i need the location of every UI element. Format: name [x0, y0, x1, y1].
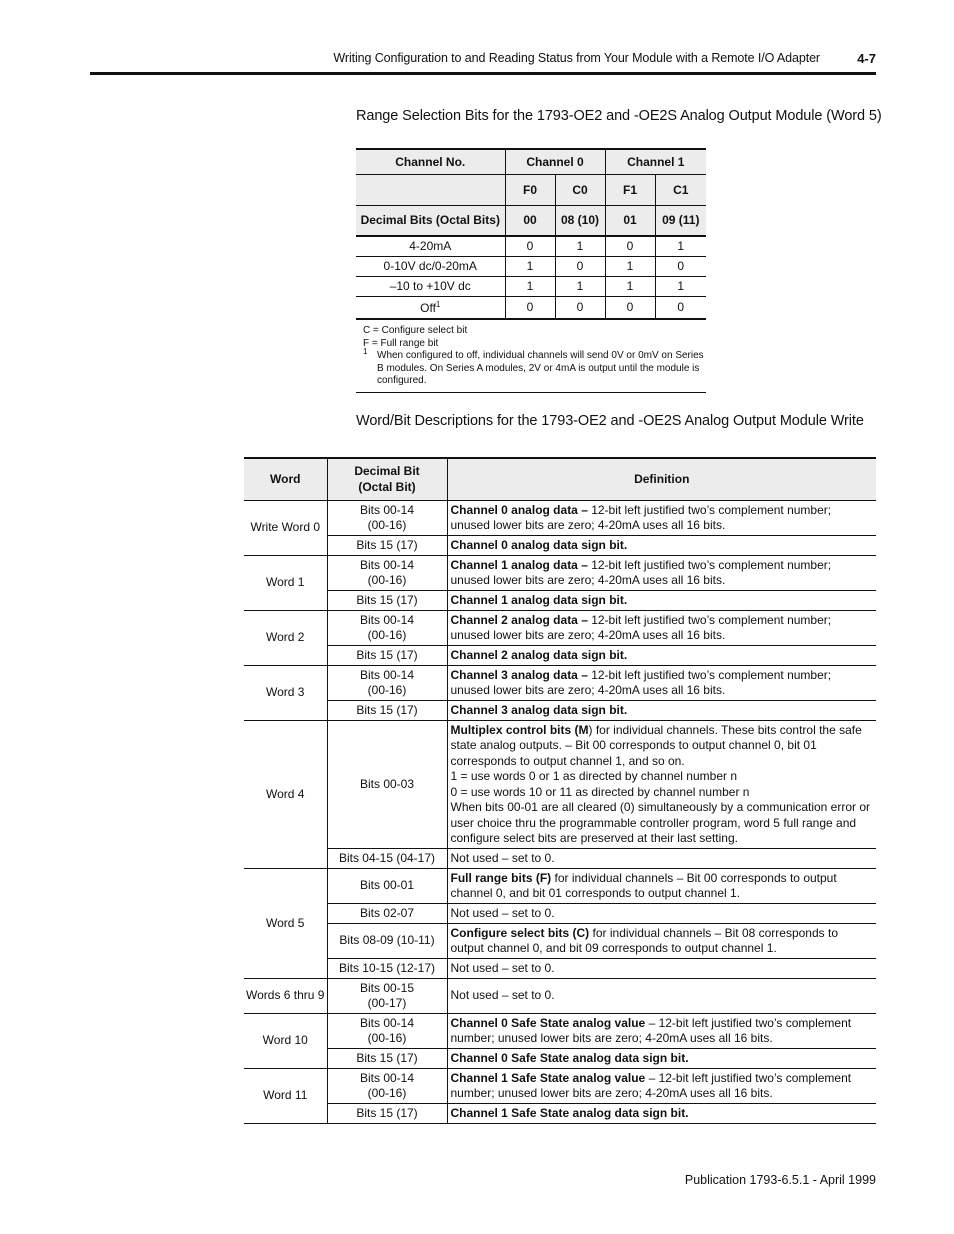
decimal-bits-value: 08 (10): [555, 205, 605, 236]
bits-cell: Bits 15 (17): [327, 646, 447, 666]
word-cell: Write Word 0: [244, 501, 327, 556]
bits-cell: Bits 00-14 (00-16): [327, 1014, 447, 1049]
definition-cell: Multiplex control bits (M) for individual channels. These bits control the safe state analog outputs. – Bit 00 corresponds to output channel 0, bit 01 corresponds to output channel 1, and so on. 1 = use words 0 or 1 as directed by channel number n 0 = use words 10 or 11 as directed by channel number n When bits 00-01 are all cleared (0) simultaneously by a communication error or user choice thru the programmable controller program, word 5 full range and configure select bits are preserved at their last setting.: [447, 721, 876, 849]
bit-cell: 1: [505, 276, 555, 296]
table-row: [244, 556, 876, 591]
bit-cell: 1: [655, 236, 706, 256]
table-row: [356, 236, 706, 256]
notes-rule: [356, 392, 706, 393]
bits-cell: Bits 00-14 (00-16): [327, 611, 447, 646]
range-table-notes: [356, 325, 706, 388]
bit-cell: 1: [605, 276, 655, 296]
table-row: [244, 1104, 876, 1124]
range-label: 0-10V dc/0-20mA: [356, 256, 505, 276]
word-cell: Word 11: [244, 1069, 327, 1124]
table-row: [244, 536, 876, 556]
bit-cell: 0: [655, 296, 706, 319]
word-cell: Word 1: [244, 556, 327, 611]
header-f1: F1: [605, 174, 655, 205]
bits-cell: Bits 15 (17): [327, 701, 447, 721]
definition-cell: Channel 1 Safe State analog value – 12-bit left justified two’s complement number; unused lower bits are zero; 4-20mA uses all 16 bits.: [447, 1069, 876, 1104]
bits-cell: Bits 00-14 (00-16): [327, 501, 447, 536]
bits-cell: Bits 00-15 (00-17): [327, 979, 447, 1014]
definition-cell: Full range bits (F) for individual channels – Bit 00 corresponds to output channel 0, and bit 01 corresponds to output channel 1.: [447, 869, 876, 904]
range-label: –10 to +10V dc: [356, 276, 505, 296]
definition-cell: Channel 1 analog data – 12-bit left justified two’s complement number; unused lower bits are zero; 4-20mA uses all 16 bits.: [447, 556, 876, 591]
definition-cell: Channel 0 Safe State analog data sign bit.: [447, 1049, 876, 1069]
definition-cell: Channel 3 analog data sign bit.: [447, 701, 876, 721]
header-rule: [90, 72, 876, 75]
running-header: Writing Configuration to and Reading Status from Your Module with a Remote I/O Adapter: [333, 51, 820, 65]
word-cell: Word 10: [244, 1014, 327, 1069]
definition-cell: Channel 0 analog data – 12-bit left justified two’s complement number; unused lower bits are zero; 4-20mA uses all 16 bits.: [447, 501, 876, 536]
range-label: Off$^1$: [356, 296, 505, 319]
table-row: [244, 924, 876, 959]
bit-cell: 1: [655, 276, 706, 296]
decimal-bits-label: Decimal Bits (Octal Bits): [356, 205, 505, 236]
definition-cell: Channel 3 analog data – 12-bit left justified two’s complement number; unused lower bits are zero; 4-20mA uses all 16 bits.: [447, 666, 876, 701]
word-cell: Word 3: [244, 666, 327, 721]
bits-cell: Bits 15 (17): [327, 1104, 447, 1124]
bits-cell: Bits 00-14 (00-16): [327, 1069, 447, 1104]
range-table-title: Range Selection Bits for the 1793-OE2 and -OE2S Analog Output Module (Word 5): [356, 108, 882, 124]
table-row: [244, 1069, 876, 1104]
header-word: Word: [244, 458, 327, 501]
table-row: [244, 1014, 876, 1049]
definition-cell: Not used – set to 0.: [447, 849, 876, 869]
header-c1: C1: [655, 174, 706, 205]
decimal-bits-value: 09 (11): [655, 205, 706, 236]
word-cell: Words 6 thru 9: [244, 979, 327, 1014]
header-blank: [356, 174, 505, 205]
footnote-mark: 1: [435, 299, 441, 309]
definition-cell: Configure select bits (C) for individual channels – Bit 08 corresponds to output channel 0, and bit 09 corresponds to output channel 1.: [447, 924, 876, 959]
word-cell: Word 5: [244, 869, 327, 979]
bits-cell: Bits 00-01: [327, 869, 447, 904]
word-cell: Word 4: [244, 721, 327, 869]
bits-cell: Bits 15 (17): [327, 536, 447, 556]
bits-cell: Bits 10-15 (12-17): [327, 959, 447, 979]
bit-cell: 1: [555, 276, 605, 296]
word-cell: Word 2: [244, 611, 327, 666]
note-full-range: F = Full range bit: [363, 337, 439, 349]
bits-cell: Bits 00-14 (00-16): [327, 556, 447, 591]
definition-cell: Not used – set to 0.: [447, 959, 876, 979]
definition-cell: Channel 1 analog data sign bit.: [447, 591, 876, 611]
header-definition: Definition: [447, 458, 876, 501]
bit-cell: 0: [605, 236, 655, 256]
header-channel-1: Channel 1: [605, 149, 706, 174]
bits-cell: Bits 02-07: [327, 904, 447, 924]
definition-cell: Channel 0 Safe State analog value – 12-bit left justified two’s complement number; unused lower bits are zero; 4-20mA uses all 16 bits.: [447, 1014, 876, 1049]
publication-footer: Publication 1793-6.5.1 - April 1999: [684, 1173, 876, 1187]
table-row: [356, 276, 706, 296]
bits-cell: Bits 15 (17): [327, 1049, 447, 1069]
definition-cell: Channel 2 analog data sign bit.: [447, 646, 876, 666]
table-row: [356, 296, 706, 319]
table-row: [244, 501, 876, 536]
table-row: [244, 869, 876, 904]
bit-cell: 0: [655, 256, 706, 276]
table-row: [244, 849, 876, 869]
table-row: [244, 904, 876, 924]
word-table-title: Word/Bit Descriptions for the 1793-OE2 and -OE2S Analog Output Module Write: [356, 413, 864, 429]
bit-cell: 0: [555, 256, 605, 276]
table-row: [244, 721, 876, 849]
definition-cell: Channel 0 analog data sign bit.: [447, 536, 876, 556]
bits-cell: Bits 15 (17): [327, 591, 447, 611]
bits-cell: Bits 00-14 (00-16): [327, 666, 447, 701]
range-selection-table: [356, 148, 706, 320]
bits-cell: Bits 08-09 (10-11): [327, 924, 447, 959]
bit-cell: 1: [555, 236, 605, 256]
note-configure-select: C = Configure select bit: [363, 325, 468, 336]
word-bit-table: [244, 457, 876, 1124]
range-label: 4-20mA: [356, 236, 505, 256]
header-channel-0: Channel 0: [505, 149, 605, 174]
bit-cell: 1: [505, 256, 555, 276]
table-row: [244, 611, 876, 646]
table-row: [244, 646, 876, 666]
definition-cell: Channel 1 Safe State analog data sign bit.: [447, 1104, 876, 1124]
definition-cell: Channel 2 analog data – 12-bit left justified two’s complement number; unused lower bits are zero; 4-20mA uses all 16 bits.: [447, 611, 876, 646]
header-channel-no: Channel No.: [356, 149, 505, 174]
header-f0: F0: [505, 174, 555, 205]
header-c0: C0: [555, 174, 605, 205]
definition-cell: Not used – set to 0.: [447, 979, 876, 1014]
bit-cell: 0: [505, 236, 555, 256]
table-row: [244, 959, 876, 979]
bit-cell: 0: [555, 296, 605, 319]
bits-cell: Bits 00-03: [327, 721, 447, 849]
table-row: [244, 666, 876, 701]
table-row: [356, 256, 706, 276]
footnote: [356, 347, 706, 388]
page-number: 4-7: [857, 51, 876, 66]
table-row: [244, 1049, 876, 1069]
bit-cell: 0: [605, 296, 655, 319]
bit-cell: 0: [505, 296, 555, 319]
table-row: [244, 701, 876, 721]
table-row: [244, 979, 876, 1014]
bits-cell: Bits 04-15 (04-17): [327, 849, 447, 869]
bit-cell: 1: [605, 256, 655, 276]
header-decimal-bit: Decimal Bit (Octal Bit): [327, 458, 447, 501]
footnote-text: When configured to off, individual channels will send 0V or 0mV on Series B modules. On Series A modules, 2V or 4mA is output until the module is configured.: [377, 350, 704, 386]
table-row: [244, 591, 876, 611]
decimal-bits-value: 00: [505, 205, 555, 236]
decimal-bits-value: 01: [605, 205, 655, 236]
footnote-mark: 1: [363, 347, 368, 356]
definition-cell: Not used – set to 0.: [447, 904, 876, 924]
